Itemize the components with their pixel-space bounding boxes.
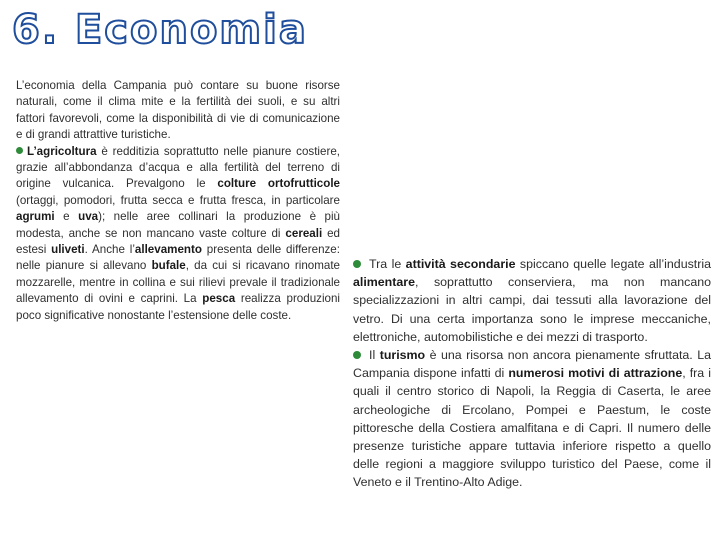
bold-term: attività secondarie <box>405 257 516 271</box>
bold-term: L’agricoltura <box>27 144 97 158</box>
bullet-icon <box>353 260 361 268</box>
bold-term: uliveti <box>51 243 85 257</box>
bold-term: allevamento <box>134 243 202 257</box>
text-run: ed estesi <box>16 226 340 257</box>
bullet-icon <box>353 351 361 359</box>
text-run: Il <box>369 348 380 363</box>
slide-title: 6. Economia <box>12 7 308 53</box>
text-run: , da cui si ricavano rinomate mozzarelle, mentre in collina e sui rilievi prevale il tradizionale allevamento di ovini e caprini. La <box>16 259 340 306</box>
text-run: è redditizia soprattutto nelle pianure costiere, grazie all’abbondanza d’acqua e alla fertilità del terreno di origine vulcanica. Prevalgono le <box>16 144 340 191</box>
text-run: ); nelle aree collinari la produzione è più modesta, anche se non mancano vaste colture di <box>16 210 340 240</box>
bullet-icon <box>16 147 23 154</box>
text-run: spiccano quelle legate all’industria <box>515 257 711 271</box>
left-text-column <box>16 78 340 340</box>
intro-paragraph: L’economia della Campania può contare su buone risorse naturali, come il clima mite e la fertilità dei suoli, e su altri fattori favorevoli, come la disponibilità di vie di comunicazione e di grandi attrattive turistiche. <box>16 79 340 142</box>
secondary-activities-paragraph <box>353 255 711 346</box>
bold-term: uva <box>78 210 99 224</box>
text-run: , soprattutto conserviera, ma non mancano specializzazioni in altri campi, dai tessuti alla lavorazione del vetro. Di una certa importanza sono le imprese meccaniche, elettroniche, automobilistiche e dei mezzi di trasporto. <box>353 275 711 344</box>
right-text-column <box>353 255 711 511</box>
bold-term: cereali <box>285 226 323 240</box>
text-run: Tra le <box>369 257 406 271</box>
text-run: , fra i quali il centro storico di Napoli, la Reggia di Caserta, le aree archeologiche di Ercolano, Pompei e Paestum, le coste pittoresche della Costiera amalfitana e di Capri. Il numero delle presenze turistiche appare tuttavia inferiore rispetto a quello delle regioni a maggiore sviluppo turistico del Paese, come il Veneto e il Trentino-Alto Adige. <box>353 366 711 490</box>
bold-term: numerosi motivi di attrazione <box>508 366 683 381</box>
text-run: è una risorsa non ancora pienamente sfruttata. La Campania dispone infatti di <box>353 348 712 381</box>
text-run: presenta delle differenze: nelle pianure si allevano <box>16 243 340 273</box>
text-run: (ortaggi, pomodori, frutta secca e frutta fresca, in particolare <box>16 193 340 207</box>
bold-term: alimentare <box>353 275 415 290</box>
bold-term: agrumi <box>16 210 55 224</box>
bold-term: turismo <box>379 348 426 363</box>
bold-term: bufale <box>151 259 186 273</box>
text-run: realizza produzioni poco significative nonostante l’estensione delle coste. <box>16 292 340 322</box>
bold-term: pesca <box>202 292 236 306</box>
agriculture-paragraph <box>16 144 340 324</box>
tourism-paragraph <box>353 346 711 492</box>
bold-term: colture ortofrutticole <box>217 177 340 191</box>
text-run: . Anche l’ <box>84 243 135 257</box>
text-run: e <box>54 210 79 224</box>
